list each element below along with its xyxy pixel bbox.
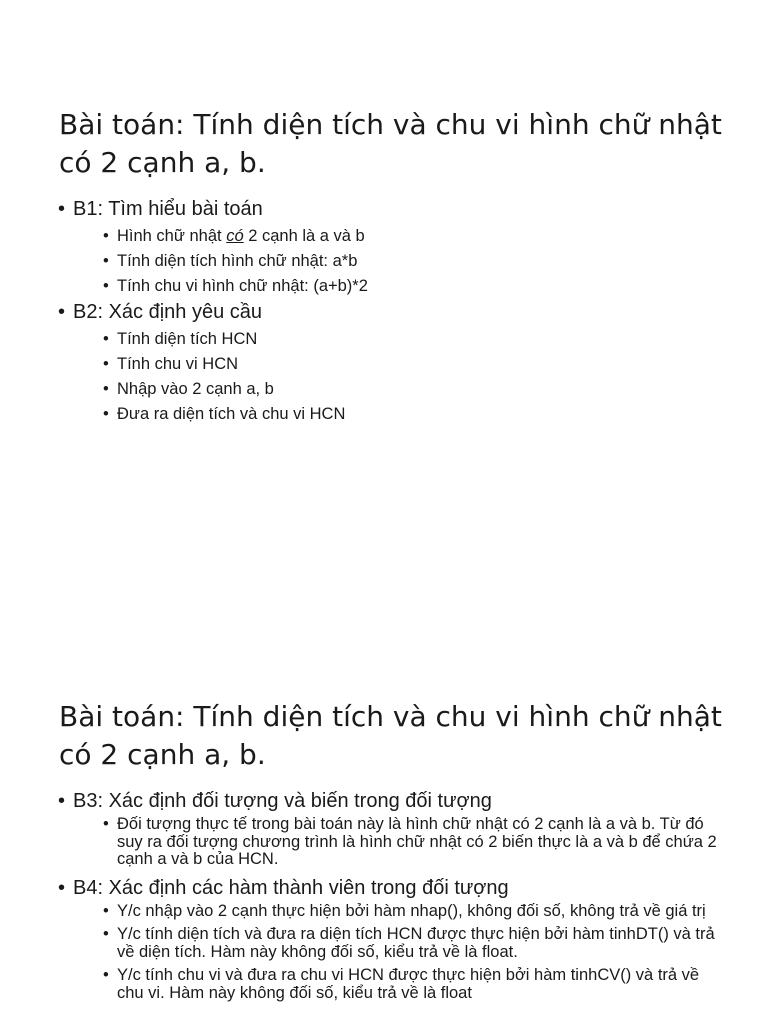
step-b2 (58, 299, 718, 427)
slide-title: Bài toán: Tính diện tích và chu vi hình chữ nhật có 2 cạnh a, b. (59, 700, 722, 771)
sub-item: • Tính chu vi hình chữ nhật: (a+b)*2 (103, 274, 718, 299)
sub-item: • Tính diện tích HCN (103, 327, 718, 352)
sub-item: • Đối tượng thực tế trong bài toán này là hình chữ nhật có 2 cạnh là a và b. Từ đó suy ra đối tượng chương trình là hình chữ nhật có 2 biến thực là a và b để chứa 2 cạnh a và b của HCN. (103, 816, 718, 869)
step-label: B1: Tìm hiểu bài toán (73, 198, 263, 220)
step-label: B3: Xác định đối tượng và biến trong đối tượng (73, 790, 492, 812)
underlined-word: có (226, 227, 244, 245)
step-b3 (58, 788, 718, 869)
sub-list (73, 903, 718, 1003)
sub-item: • Y/c tính chu vi và đưa ra chu vi HCN được thực hiện bởi hàm tinhCV() và trả về chu vi. Hàm này không đối số, kiểu trả về là float (103, 967, 718, 1002)
sub-item: • Nhập vào 2 cạnh a, b (103, 377, 718, 402)
step-label: B4: Xác định các hàm thành viên trong đối tượng (73, 876, 509, 899)
sub-list (73, 327, 718, 427)
sub-item: • Tính chu vi HCN (103, 352, 718, 377)
bullet-list (58, 196, 718, 427)
sub-item (103, 224, 718, 249)
slide-title: Bài toán: Tính diện tích và chu vi hình chữ nhật có 2 cạnh a, b. (59, 108, 722, 179)
step-b1 (58, 196, 718, 299)
sub-item-text-before: Hình chữ nhật (117, 227, 227, 245)
sub-item: • Y/c tính diện tích và đưa ra diện tích HCN được thực hiện bởi hàm tinhDT() và trả về diện tích. Hàm này không đối số, kiểu trả về là float. (103, 926, 718, 961)
step-label: B2: Xác định yêu cầu (73, 301, 263, 323)
bullet-list (58, 788, 718, 1008)
sub-list (73, 224, 718, 299)
slide-2 (0, 576, 768, 1024)
sub-list (73, 816, 718, 869)
sub-item: • Y/c nhập vào 2 cạnh thực hiện bởi hàm nhap(), không đối số, không trả về giá trị (103, 903, 718, 921)
sub-item: • Tính diện tích hình chữ nhật: a*b (103, 249, 718, 274)
sub-item: • Đưa ra diện tích và chu vi HCN (103, 402, 718, 427)
step-b4 (58, 875, 718, 1003)
sub-item-text-after: 2 cạnh là a và b (243, 227, 365, 245)
